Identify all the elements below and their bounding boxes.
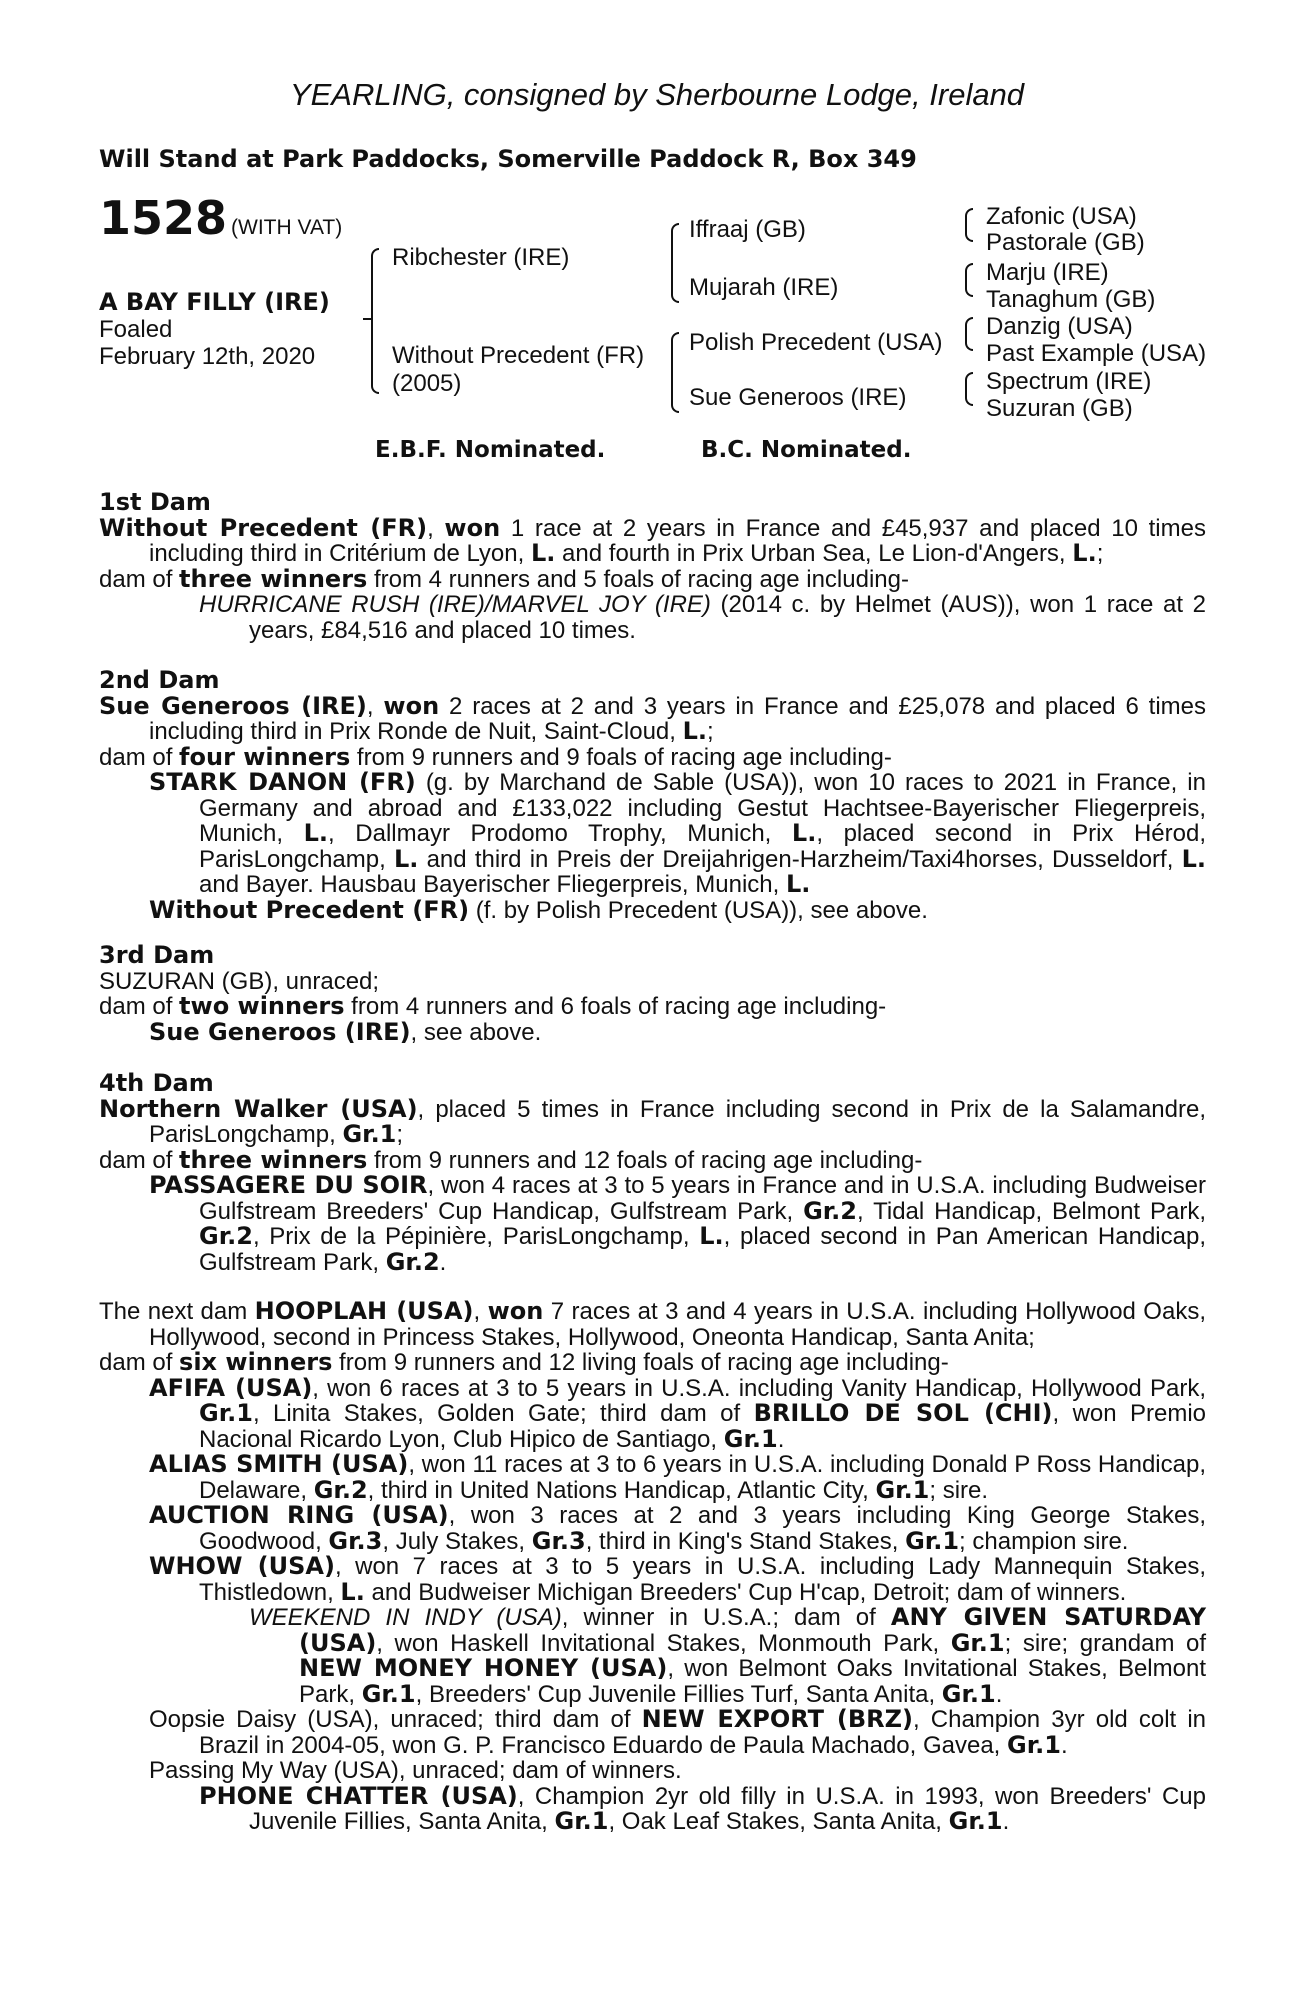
produce-entry: AUCTION RING (USA), won 3 races at 2 and 3 years including King George Stakes, Goodwood, Gr.3, July Stakes, Gr.3, third in King's Stand Stakes, Gr.1; champion sire. (149, 1501, 1206, 1555)
pedigree-sire-dam: Mujarah (IRE) (689, 274, 839, 301)
dam-produce-summary: dam of two winners from 4 runners and 6 foals of racing age including- (99, 992, 887, 1020)
foaled-label: Foaled (99, 316, 173, 343)
produce-entry: PASSAGERE DU SOIR, won 4 races at 3 to 5 years in France and in U.S.A. including Budweiser Gulfstream Breeders' Cup Handicap, Gulfstream Park, Gr.2, Tidal Handicap, Belmont Park, Gr.2, Prix de la Pépinière, ParisLongchamp, L., placed second in Pan American Handicap, Gulfstream Park, Gr.2. (149, 1171, 1206, 1276)
pedigree-dam-sire: Polish Precedent (USA) (689, 329, 943, 356)
pedigree-brace-gs2 (965, 263, 973, 297)
section-heading: 1st Dam (99, 488, 211, 516)
produce-entry: ALIAS SMITH (USA), won 11 races at 3 to 6 years in U.S.A. including Donald P Ross Handicap, Delaware, Gr.2, third in United Nations Handicap, Atlantic City, Gr.1; sire. (149, 1450, 1207, 1504)
pedigree-sds: Marju (IRE) (986, 259, 1109, 286)
third-dam-section (99, 943, 1206, 1045)
pedigree-dsd: Past Example (USA) (986, 340, 1207, 367)
produce-entry: WHOW (USA), won 7 races at 3 to 5 years in U.S.A. including Lady Mannequin Stakes, Thistledown, L. and Budweiser Michigan Breeders' Cup H'cap, Detroit; dam of winners. (149, 1552, 1206, 1606)
pedigree-dam-dam: Sue Generoos (IRE) (689, 384, 907, 411)
dam-produce-summary: dam of six winners from 9 runners and 12 living foals of racing age including- (99, 1348, 949, 1376)
catalogue-header: YEARLING, consigned by Sherbourne Lodge, Ireland (289, 77, 1025, 112)
section-heading: 3rd Dam (99, 941, 215, 969)
stand-location: Will Stand at Park Paddocks, Somerville Paddock R, Box 349 (99, 145, 917, 173)
dam-produce-summary: dam of three winners from 4 runners and 5 foals of racing age including- (99, 564, 909, 593)
foaled-date: February 12th, 2020 (99, 343, 316, 370)
pedigree-dds: Spectrum (IRE) (986, 368, 1152, 395)
produce-entry: Oopsie Daisy (USA), unraced; third dam of NEW EXPORT (BRZ), Champion 3yr old colt in Brazil in 2004-05, won G. P. Francisco Eduardo de Paula Machado, Gavea, Gr.1. (149, 1705, 1207, 1759)
bc-nominated: B.C. Nominated. (701, 437, 912, 463)
pedigree-dam: Without Precedent (FR) (392, 342, 645, 369)
pedigree-dam-year: (2005) (392, 370, 462, 397)
first-dam-section (99, 490, 1206, 643)
lot-number-line (99, 191, 343, 245)
produce-entry: HURRICANE RUSH (IRE)/MARVEL JOY (IRE) (2014 c. by Helmet (AUS)), won 1 race at 2 years, £84,516 and placed 10 times. (199, 591, 1206, 644)
pedigree-ddd: Suzuran (GB) (986, 395, 1133, 422)
horse-name: A BAY FILLY (IRE) (99, 288, 330, 316)
pedigree-brace-gs3 (965, 317, 973, 351)
ebf-nominated: E.B.F. Nominated. (375, 437, 606, 463)
dam-record: Northern Walker (USA), placed 5 times in France including second in Prix de la Salamandre, ParisLongchamp, Gr.1; (99, 1094, 1207, 1148)
vat-label: (WITH VAT) (231, 216, 343, 239)
dam-record: SUZURAN (GB), unraced; (99, 967, 380, 995)
pedigree-brace-main-point (363, 318, 371, 320)
pedigree-sss: Zafonic (USA) (986, 203, 1137, 230)
pedigree-sire: Ribchester (IRE) (392, 244, 570, 271)
produce-entry: WEEKEND IN INDY (USA), winner in U.S.A.; dam of ANY GIVEN SATURDAY (USA), won Haskell Invitational Stakes, Monmouth Park, Gr.1; sire; grandam of NEW MONEY HONEY (USA), won Belmont Oaks Invitational Stakes, Belmont Park, Gr.1, Breeders' Cup Juvenile Fillies Turf, Santa Anita, Gr.1. (249, 1603, 1207, 1708)
produce-entry: AFIFA (USA), won 6 races at 3 to 5 years in U.S.A. including Vanity Handicap, Hollywood Park, Gr.1, Linita Stakes, Golden Gate; third dam of BRILLO DE SOL (CHI), won Premio Nacional Ricardo Lyon, Club Hipico de Santiago, Gr.1. (149, 1373, 1207, 1453)
produce-entry: STARK DANON (FR) (g. by Marchand de Sable (USA)), won 10 races to 2021 in France, in Germany and abroad and £133,022 including Gestut Hachtsee-Bayerischer Fliegerpreis, Munich, L., Dallmayr Prodomo Trophy, Munich, L., placed second in Prix Hérod, ParisLongchamp, L. and third in Preis der Dreijahrigen-Harzheim/Taxi4horses, Dusseldorf, L. and Bayer. Hausbau Bayerischer Fliegerpreis, Munich, L. (149, 768, 1207, 898)
pedigree-sire-sire: Iffraaj (GB) (689, 216, 806, 243)
dam-record: Without Precedent (FR), won 1 race at 2 years in France and £45,937 and placed 10 times including third in Critérium de Lyon, L. and fourth in Prix Urban Sea, Le Lion-d'Angers, L.; (99, 513, 1206, 567)
pedigree-brace-main (371, 248, 379, 394)
produce-entry: Without Precedent (FR) (f. by Polish Precedent (USA)), see above. (149, 895, 928, 924)
lot-number: 1528 (99, 191, 228, 245)
produce-entry: Sue Generoos (IRE), see above. (149, 1017, 542, 1046)
pedigree-ssd: Pastorale (GB) (986, 229, 1145, 256)
dam-record: The next dam HOOPLAH (USA), won 7 races at 3 and 4 years in U.S.A. including Hollywood Oaks, Hollywood, second in Princess Stakes, Hollywood, Oneonta Handicap, Santa Anita; (99, 1297, 1206, 1351)
dam-produce-summary: dam of three winners from 9 runners and 12 foals of racing age including- (99, 1145, 923, 1174)
foaled-info (99, 316, 315, 370)
section-heading: 2nd Dam (99, 666, 220, 694)
pedigree-dss: Danzig (USA) (986, 313, 1133, 340)
pedigree-sdd: Tanaghum (GB) (986, 286, 1156, 313)
produce-entry: Passing My Way (USA), unraced; dam of winners. (149, 1757, 682, 1784)
pedigree-brace-gs4 (965, 372, 973, 406)
fourth-dam-section (99, 1071, 1206, 1275)
section-heading: 4th Dam (99, 1069, 214, 1097)
pedigree-brace-gs1 (965, 208, 973, 242)
dam-produce-summary: dam of four winners from 9 runners and 9 foals of racing age including- (99, 742, 892, 771)
pedigree-brace-sire (671, 223, 679, 303)
dam-record: Sue Generoos (IRE), won 2 races at 2 and 3 years in France and £25,078 and placed 6 times including third in Prix Ronde de Nuit, Saint-Cloud, L.; (99, 691, 1206, 745)
second-dam-section (99, 668, 1206, 923)
produce-entry: PHONE CHATTER (USA), Champion 2yr old filly in U.S.A. in 1993, won Breeders' Cup Juvenile Fillies, Santa Anita, Gr.1, Oak Leaf Stakes, Santa Anita, Gr.1. (199, 1781, 1207, 1835)
next-dam-section (99, 1299, 1206, 1835)
pedigree-brace-dam (671, 332, 679, 413)
